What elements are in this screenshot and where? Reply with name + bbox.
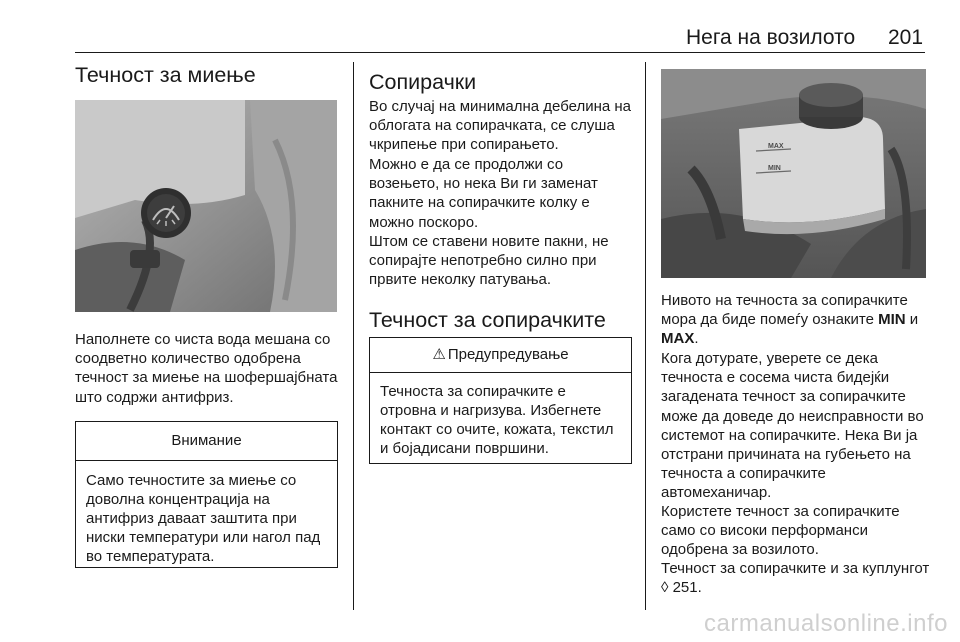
column-divider-1	[353, 62, 354, 610]
max-mark-text: MAX	[661, 330, 695, 348]
warning-box-title	[370, 338, 631, 373]
max-marking-label: MAX	[768, 143, 784, 150]
brake-fluid-reservoir-photo	[661, 69, 926, 278]
warning-triangle-icon: ⚠	[432, 346, 446, 363]
notice-box-text: Само течностите за миење со доволна концентрација на антифриз даваат заштита при ниски температури или нагол пад во температурата.	[86, 472, 321, 565]
notice-box	[75, 421, 338, 568]
running-header-title: Нега на возилото	[686, 26, 856, 49]
page-reference-icon: ◊	[661, 579, 669, 597]
warning-box-text: Течноста за сопирачките е отровна и нагризува. Избегнете контакт со очите, кожата, текстил и бојадисани површини.	[380, 383, 614, 457]
brakes-paragraph-3: Штом се ставени новите пакни, не сопирајте непотребно силно при првите неколку патувања.	[369, 233, 609, 289]
warning-box	[369, 337, 632, 464]
watermark: carmanualsonline.info	[704, 610, 948, 637]
min-mark-text: MIN	[878, 311, 906, 329]
notice-box-title: Внимание	[76, 422, 337, 461]
washer-fluid-reservoir-photo	[75, 100, 337, 312]
section-heading-washer-fluid: Течност за миење	[75, 63, 256, 87]
brake-fluid-reference-paragraph: Течност за сопирачките и за куплунгот ◊ 251.	[661, 560, 930, 597]
washer-fluid-paragraph: Наполнете со чиста вода мешана со соодветно количество одобрена течност за миење на шофершајбната што содржи антифриз.	[75, 331, 338, 406]
warning-title-text: Предупредување	[447, 346, 569, 363]
brake-fluid-approved-paragraph: Користете течност за сопирачките само со високи перформанси одобрена за возилото.	[661, 503, 900, 559]
min-marking-label: MIN	[768, 165, 781, 172]
section-heading-brake-fluid: Течност за сопирачките	[369, 308, 606, 332]
column-divider-2	[645, 62, 646, 610]
brakes-paragraph-1: Во случај на минимална дебелина на облогата на сопирачката, се слуша чкрипење при сопирањето.	[369, 98, 632, 154]
brakes-paragraph-2: Можно е да се продолжи со возењето, но нека Ви ги заменат пакните на сопирачките колку е можно поскоро.	[369, 156, 598, 231]
page-number: 201	[888, 26, 924, 49]
brake-fluid-level-paragraph: Нивото на течноста за сопирачките мора да биде помеѓу ознаките MIN и MAX.	[661, 292, 919, 348]
header-rule	[75, 52, 925, 53]
page-reference-link[interactable]: 251.	[668, 579, 702, 597]
section-heading-brakes: Сопирачки	[369, 70, 477, 94]
brake-fluid-refill-paragraph: Кога дотурате, уверете се дека течноста е сосема чиста бидејќи загадената течност за сопирачките може да доведе до неисправности во системот на сопирачките. Нека Ви ја отстрани причината на губењето на течноста а сопирачките автомеханичар.	[661, 350, 924, 502]
